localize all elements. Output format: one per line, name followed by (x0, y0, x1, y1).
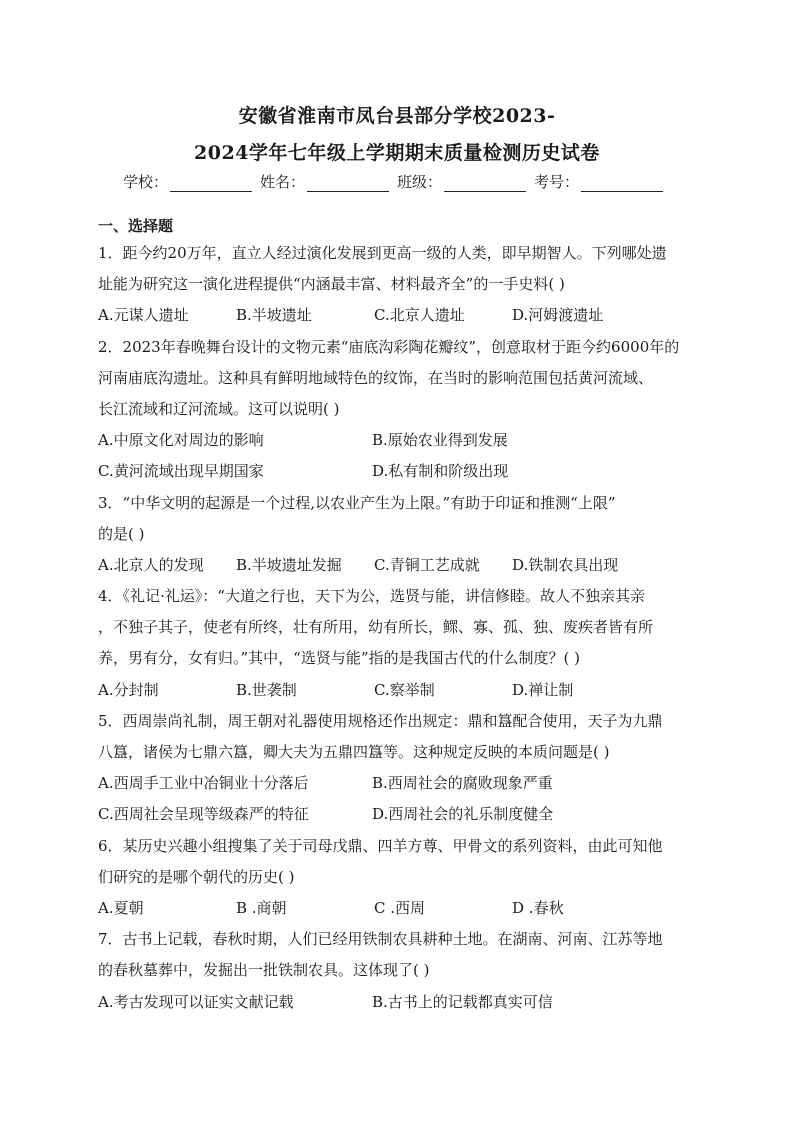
options-row (98, 300, 700, 331)
option-b[interactable]: B.原始农业得到发展 (372, 431, 508, 450)
option-d[interactable]: D.私有制和阶级出现 (372, 462, 509, 481)
options-row (98, 799, 700, 830)
question-text: 河南庙底沟遗址。这种具有鲜明地域特色的纹饰，在当时的影响范围包括黄河流域、 (98, 368, 654, 387)
option-a[interactable]: A.夏朝 (98, 898, 144, 917)
option-c[interactable]: C.察举制 (374, 680, 435, 699)
question-text: 1．距今约20万年，直立人经过演化发展到更高一级的人类，即早期智人。下列哪处遗 (98, 244, 667, 262)
name-label: 姓名： (259, 173, 305, 191)
school-blank[interactable] (170, 175, 252, 192)
exam-number-blank[interactable] (581, 175, 663, 192)
option-c[interactable]: C.北京人遗址 (374, 306, 465, 325)
option-a[interactable]: A.北京人的发现 (98, 555, 204, 574)
name-field (260, 171, 389, 192)
class-label: 班级： (397, 173, 443, 191)
student-info-row (0, 171, 794, 192)
question-text: 们研究的是哪个朝代的历史( ) (98, 867, 295, 886)
question-text: 2．2023年春晚舞台设计的文物元素“庙底沟彩陶花瓣纹”，创意取材于距今约6000年的 (98, 337, 680, 356)
option-a[interactable]: A.西周手工业中冶铜业十分落后 (98, 774, 309, 793)
option-c[interactable]: C.西周社会呈现等级森严的特征 (98, 805, 309, 824)
options-row (98, 893, 700, 924)
question-text: 址能为研究这一演化进程提供“内涵最丰富、材料最齐全”的一手史料( ) (98, 275, 565, 294)
question-5 (98, 706, 700, 831)
exam-content (98, 214, 700, 1018)
option-a[interactable]: A.分封制 (98, 680, 159, 699)
option-b[interactable]: B.西周社会的腐败现象严重 (372, 774, 553, 793)
exam-title-line2: 2024学年七年级上学期期末质量检测历史试卷 (194, 142, 600, 164)
question-text: 养，男有分，女有归。”其中，“选贤与能”指的是我国古代的什么制度？( ) (98, 649, 580, 668)
question-3 (98, 488, 700, 582)
options-row (98, 550, 700, 581)
option-a[interactable]: A.考古发现可以证实文献记载 (98, 992, 294, 1011)
options-row (98, 425, 700, 456)
question-4 (98, 581, 700, 706)
option-a[interactable]: A.元谋人遗址 (98, 306, 189, 325)
option-d[interactable]: D .春秋 (512, 898, 564, 917)
question-7 (98, 924, 700, 1018)
question-text: 5．西周崇尚礼制，周王朝对礼器使用规格还作出规定：鼎和簋配合使用，天子为九鼎 (98, 711, 663, 730)
class-blank[interactable] (444, 175, 526, 192)
option-b[interactable]: B.半坡遗址 (236, 306, 312, 325)
option-a[interactable]: A.中原文化对周边的影响 (98, 431, 264, 450)
school-field (123, 171, 252, 192)
name-blank[interactable] (307, 175, 389, 192)
question-text: 的是( ) (98, 524, 145, 543)
option-c[interactable]: C .西周 (374, 898, 426, 917)
options-row (98, 456, 700, 487)
question-text: 4．《礼记·礼运》：“大道之行也，天下为公，选贤与能，讲信修睦。故人不独亲其亲 (98, 587, 645, 606)
class-field (397, 171, 526, 192)
question-text: 6．某历史兴趣小组搜集了关于司母戊鼎、四羊方尊、甲骨文的系列资料，由此可知他 (98, 836, 663, 855)
option-d[interactable]: D.河姆渡遗址 (512, 306, 604, 325)
exam-number-field (534, 171, 663, 192)
option-c[interactable]: C.黄河流域出现早期国家 (98, 462, 264, 481)
option-c[interactable]: C.青铜工艺成就 (374, 555, 480, 574)
school-label: 学校： (122, 173, 168, 191)
question-text: 长江流域和辽河流域。这可以说明( ) (98, 399, 340, 418)
options-row (98, 768, 700, 799)
option-d[interactable]: D.禅让制 (512, 680, 574, 699)
option-b[interactable]: B.世袭制 (236, 680, 297, 699)
question-6 (98, 831, 700, 925)
question-text: ，不独子其子，使老有所终，壮有所用，幼有所长，鳏、寡、孤、独、废疾者皆有所 (98, 618, 654, 637)
question-1 (98, 238, 700, 332)
option-b[interactable]: B.古书上的记载都真实可信 (372, 992, 553, 1011)
question-2 (98, 332, 700, 488)
section-title: 一、选择题 (98, 217, 174, 235)
options-row (98, 675, 700, 706)
options-row (98, 987, 700, 1018)
option-b[interactable]: B .商朝 (236, 898, 287, 917)
question-text: 3．“中华文明的起源是一个过程,以农业产生为上限。”有助于印证和推测“上限” (98, 493, 616, 512)
option-d[interactable]: D.铁制农具出现 (512, 555, 619, 574)
question-text: 的春秋墓葬中，发掘出一批铁制农具。这体现了( ) (98, 961, 430, 980)
exam-number-label: 考号： (534, 173, 580, 191)
question-text: 7．古书上记载，春秋时期，人们已经用铁制农具耕种土地。在湖南、河南、江苏等地 (98, 930, 663, 949)
question-text: 八簋，诸侯为七鼎六簋，卿大夫为五鼎四簋等。这种规定反映的本质问题是( ) (98, 743, 610, 761)
option-b[interactable]: B.半坡遗址发掘 (236, 555, 342, 574)
exam-title-line1: 安徽省淮南市凤台县部分学校2023- (238, 105, 556, 127)
option-d[interactable]: D.西周社会的礼乐制度健全 (372, 805, 554, 824)
